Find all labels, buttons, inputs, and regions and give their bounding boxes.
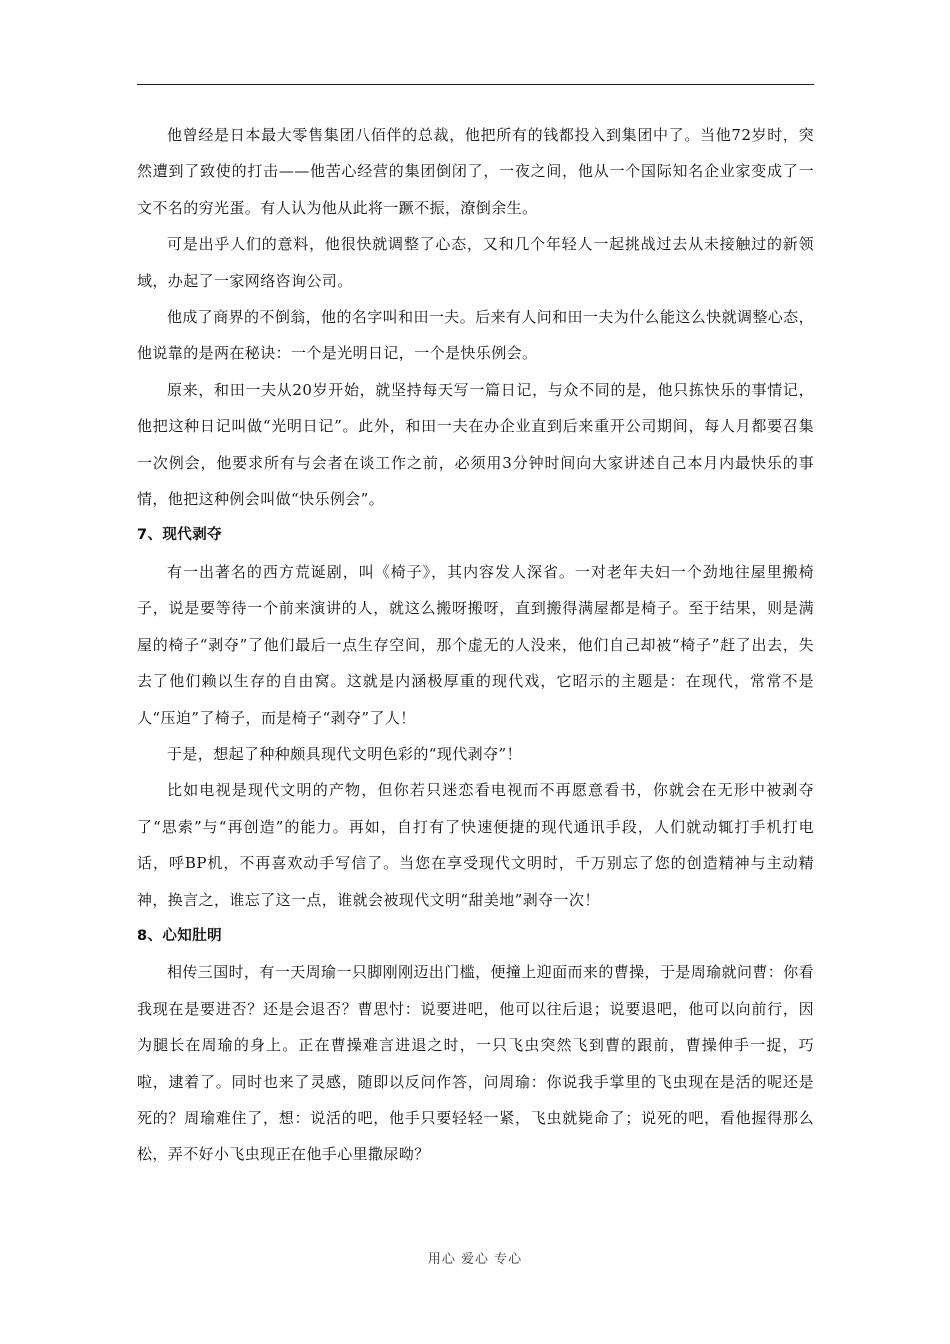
document-body [137, 117, 814, 1173]
paragraph: 相传三国时，有一天周瑜一只脚刚刚迈出门槛，便撞上迎面而来的曹操，于是周瑜就问曹：你看我现在是要进否？还是会退否？曹思忖：说要进吧，他可以往后退；说要退吧，他可以向前行，因为腿长在周瑜的身上。正在曹操难言进退之时，一只飞虫突然飞到曹的跟前，曹操伸手一捉，巧啦，逮着了。同时也来了灵感，随即以反问作答，问周瑜：你说我手掌里的飞虫现在是活的呢还是死的？周瑜难住了，想：说活的吧，他手只要轻轻一紧，飞虫就毙命了；说死的吧，看他握得那么松，弄不好小飞虫现正在他手心里撒尿呦？ [137, 963, 814, 1164]
paragraph: 原来，和田一夫从20岁开始，就坚持每天写一篇日记，与众不同的是，他只拣快乐的事情记，他把这种日记叫做“光明日记”。此外，和田一夫在办企业直到后来重开公司期间，每人月都要召集一次例会，他要求所有与会者在谈工作之前，必须用3分钟时间向大家讲述自己本月内最快乐的事情，他把这种例会叫做“快乐例会”。 [137, 380, 814, 509]
section-heading-7: 7、现代剥夺 [137, 527, 222, 544]
section-heading-8: 8、心知肚明 [137, 927, 222, 944]
paragraph: 比如电视是现代文明的产物，但你若只迷恋看电视而不再愿意看书，你就会在无形中被剥夺了“思索”与“再创造”的能力。再如，自打有了快速便捷的现代通讯手段，人们就动辄打手机打电话，呼BP机，不再喜欢动手写信了。当您在享受现代文明时，千万别忘了您的创造精神与主动精神，换言之，谁忘了这一点，谁就会被现代文明“甜美地”剥夺一次！ [137, 781, 814, 909]
header-rule [137, 84, 814, 85]
page-footer: 用心 爱心 专心 [427, 1252, 523, 1267]
paragraph: 他成了商界的不倒翁，他的名字叫和田一夫。后来有人问和田一夫为什么能这么快就调整心态，他说靠的是两在秘诀：一个是光明日记，一个是快乐例会。 [137, 308, 814, 363]
paragraph: 他曾经是日本最大零售集团八佰伴的总裁，他把所有的钱都投入到集团中了。当他72岁时，突然遭到了致使的打击——他苦心经营的集团倒闭了，一夜之间，他从一个国际知名企业家变成了一文不名的穷光蛋。有人认为他从此将一蹶不振，潦倒余生。 [137, 126, 814, 217]
paragraph: 于是，想起了种种颇具现代文明色彩的“现代剥夺”！ [167, 744, 522, 763]
paragraph: 有一出著名的西方荒诞剧，叫《椅子》，其内容发人深省。一对老年夫妇一个劲地往屋里搬椅子，说是要等待一个前来演讲的人，就这么搬呀搬呀，直到搬得满屋都是椅子。至于结果，则是满屋的椅子“剥夺”了他们最后一点生存空间，那个虚无的人没来，他们自己却被“椅子”赶了出去，失去了他们赖以生存的自由窝。这就是内涵极厚重的现代戏，它昭示的主题是：在现代，常常不是人“压迫”了椅子，而是椅子“剥夺”了人！ [137, 562, 814, 727]
paragraph: 可是出乎人们的意料，他很快就调整了心态，又和几个年轻人一起挑战过去从未接触过的新领域，办起了一家网络咨询公司。 [137, 235, 814, 290]
